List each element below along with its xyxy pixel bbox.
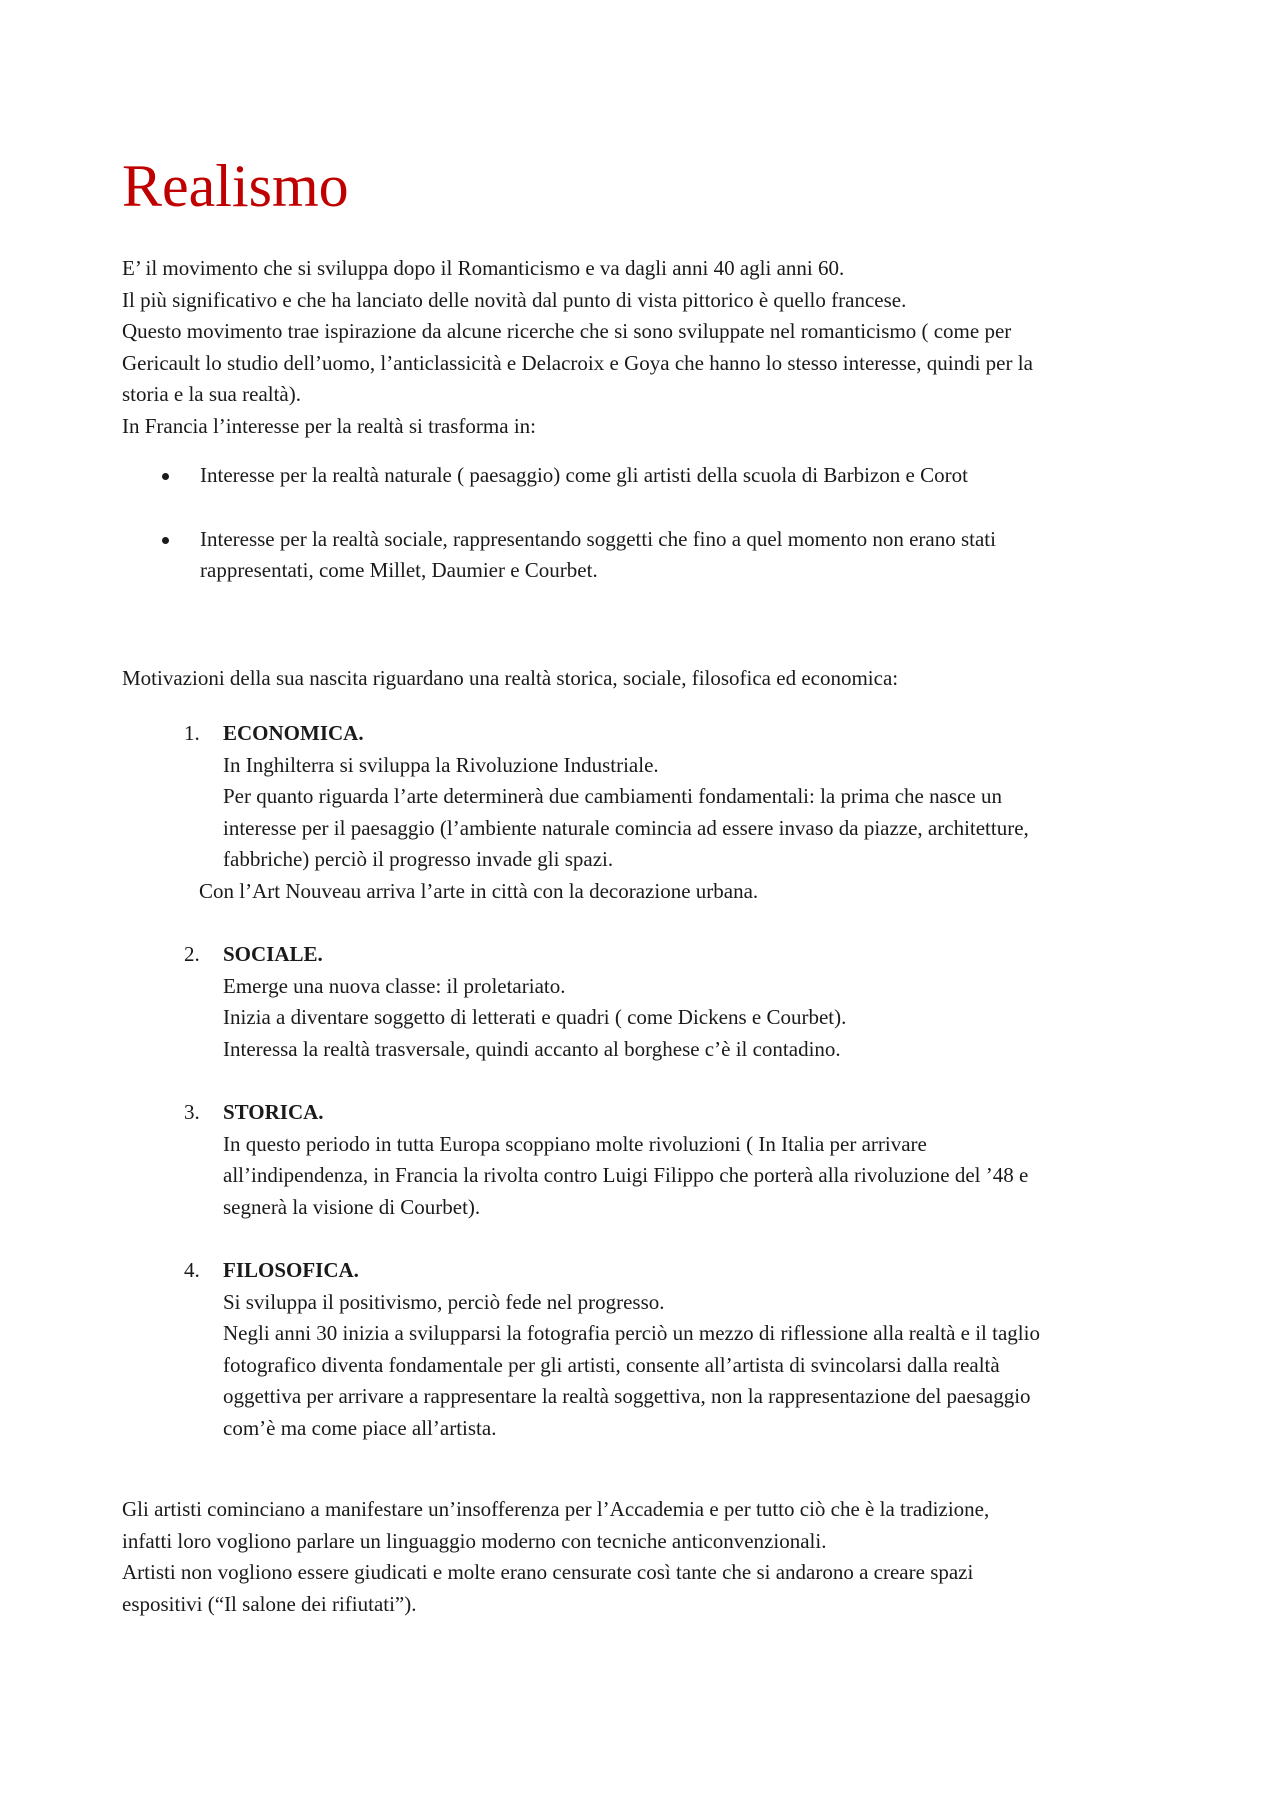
intro-line: Il più significativo e che ha lanciato delle novità dal punto di vista pittorico è quello francese. [122, 287, 907, 312]
bullet-item [122, 460, 1172, 492]
motivation-item-sociale [122, 939, 1192, 1065]
intro-paragraph [122, 253, 1172, 442]
intro-line: Gericault lo studio dell’uomo, l’anticlassicità e Delacroix e Goya che hanno lo stesso interesse, quindi per la [122, 350, 1033, 375]
motivation-line: segnerà la visione di Courbet). [223, 1194, 481, 1219]
motivation-list [122, 718, 1192, 1476]
bullet-line: rappresentati, come Millet, Daumier e Courbet. [200, 558, 598, 582]
motivation-line: fotografico diventa fondamentale per gli artisti, consente all’artista di svincolarsi dalla realtà [223, 1352, 1000, 1377]
motivation-line: Si sviluppa il positivismo, perciò fede nel progresso. [223, 1289, 665, 1314]
bullet-line: Interesse per la realtà sociale, rappresentando soggetti che fino a quel momento non erano stati [200, 526, 996, 551]
motivation-line: Per quanto riguarda l’arte determinerà due cambiamenti fondamentali: la prima che nasce un [223, 784, 1002, 808]
motivation-item-filosofica [122, 1255, 1192, 1444]
motivation-heading: STORICA. [223, 1100, 324, 1124]
bullet-item [122, 524, 1172, 587]
motivation-line: Interessa la realtà trasversale, quindi accanto al borghese c’è il contadino. [223, 1036, 841, 1061]
motivation-line: In Inghilterra si sviluppa la Rivoluzione Industriale. [223, 752, 659, 777]
motivation-line: Inizia a diventare soggetto di letterati e quadri ( come Dickens e Courbet). [223, 1005, 847, 1029]
closing-line: Artisti non vogliono essere giudicati e molte erano censurate così tante che si andarono a creare spazi [122, 1560, 974, 1584]
intro-line: storia e la sua realtà). [122, 382, 301, 406]
motivation-number: 1. [184, 721, 200, 745]
motivation-line: In questo periodo in tutta Europa scoppiano molte rivoluzioni ( In Italia per arrivare [223, 1131, 927, 1156]
closing-line: Gli artisti cominciano a manifestare un’insofferenza per l’Accademia e per tutto ciò che è la tradizione, [122, 1497, 990, 1521]
closing-line: infatti loro vogliono parlare un linguaggio moderno con tecniche anticonvenzionali. [122, 1528, 827, 1553]
motivation-number: 3. [184, 1100, 200, 1124]
motivation-intro-line: Motivazioni della sua nascita riguardano una realtà storica, sociale, filosofica ed economica: [122, 666, 899, 690]
motivation-line: Emerge una nuova classe: il proletariato. [223, 973, 566, 998]
motivation-heading: ECONOMICA. [223, 721, 364, 745]
bullet-list [122, 460, 1172, 619]
intro-line: Questo movimento trae ispirazione da alcune ricerche che si sono sviluppate nel romanticismo ( come per [122, 319, 1012, 343]
motivation-line: all’indipendenza, in Francia la rivolta contro Luigi Filippo che porterà alla rivoluzione del ’48 e [223, 1163, 1029, 1187]
motivation-intro [122, 663, 1172, 695]
document-title: Realismo [122, 153, 349, 219]
motivation-line: Negli anni 30 inizia a svilupparsi la fotografia perciò un mezzo di riflessione alla realtà e il taglio [223, 1321, 1040, 1345]
motivation-item-economica [122, 718, 1192, 907]
motivation-line: oggettiva per arrivare a rappresentare la realtà soggettiva, non la rappresentazione del paesaggio [223, 1384, 1031, 1408]
motivation-number: 4. [184, 1258, 200, 1282]
motivation-line: com’è ma come piace all’artista. [223, 1415, 497, 1440]
motivation-heading: SOCIALE. [223, 942, 323, 966]
closing-line: espositivi (“Il salone dei rifiutati”). [122, 1591, 417, 1616]
bullet-dot-icon [162, 537, 169, 544]
bullet-line: Interesse per la realtà naturale ( paesaggio) come gli artisti della scuola di Barbizon e Corot [200, 463, 968, 487]
motivation-line: fabbriche) perciò il progresso invade gli spazi. [223, 847, 614, 871]
intro-line: In Francia l’interesse per la realtà si trasforma in: [122, 413, 536, 438]
motivation-line: interesse per il paesaggio (l’ambiente naturale comincia ad essere invaso da piazze, architetture, [223, 815, 1029, 840]
motivation-heading: FILOSOFICA. [223, 1258, 359, 1282]
bullet-dot-icon [162, 473, 169, 480]
motivation-number: 2. [184, 942, 200, 966]
intro-line: E’ il movimento che si sviluppa dopo il Romanticismo e va dagli anni 40 agli anni 60. [122, 256, 845, 280]
closing-paragraph [122, 1494, 1172, 1620]
motivation-extra-line: Con l’Art Nouveau arriva l’arte in città con la decorazione urbana. [199, 878, 759, 903]
motivation-item-storica [122, 1097, 1192, 1223]
